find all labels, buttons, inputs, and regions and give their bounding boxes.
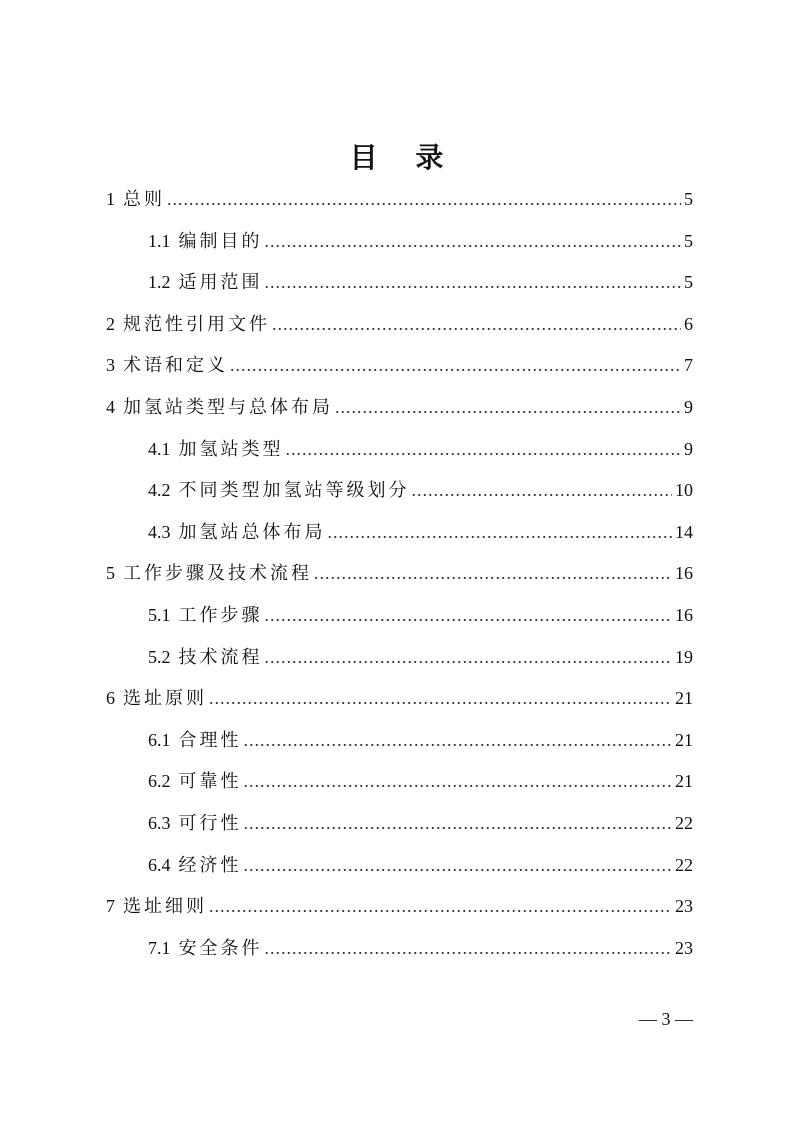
- toc-dot-leader: [244, 802, 673, 844]
- toc-entry-number: 5: [106, 563, 115, 584]
- toc-dot-leader: [412, 469, 673, 511]
- toc-entry-page: 21: [675, 771, 693, 792]
- toc-entry-number: 6.3: [148, 813, 171, 833]
- toc-entry-page: 16: [675, 605, 693, 625]
- toc-dot-leader: [265, 594, 673, 636]
- toc-entry[interactable]: [106, 885, 693, 927]
- page-title: 目 录: [349, 141, 458, 174]
- toc-entry-page: 9: [684, 397, 693, 417]
- toc-entry[interactable]: [148, 428, 693, 470]
- toc-dot-leader: [265, 220, 682, 262]
- toc-entry-title: 可靠性: [178, 771, 242, 793]
- toc-entry-page: 21: [675, 729, 693, 750]
- toc-entry-title: 规范性引用文件: [123, 313, 270, 335]
- toc-entry-title: 选址原则: [123, 688, 207, 710]
- toc-dot-leader: [265, 261, 682, 303]
- toc-dot-leader: [209, 677, 672, 719]
- toc-entry-number: 6.2: [148, 771, 171, 792]
- toc-entry[interactable]: [148, 844, 693, 886]
- toc-dot-leader: [167, 178, 681, 220]
- page-number: — 3 —: [639, 1009, 693, 1029]
- toc-entry-page: 23: [675, 896, 693, 917]
- toc-dot-leader: [244, 844, 673, 886]
- toc-entry-page: 23: [675, 937, 693, 958]
- toc-dot-leader: [230, 344, 681, 386]
- toc-entry-page: 6: [684, 313, 693, 334]
- toc-entry[interactable]: [148, 511, 693, 553]
- toc-entry[interactable]: [148, 469, 693, 511]
- toc-entry-number: 6.4: [148, 854, 171, 875]
- toc-entry-title: 工作步骤及技术流程: [123, 563, 312, 585]
- toc-entry-title: 术语和定义: [123, 355, 228, 377]
- toc-entry-page: 14: [675, 521, 693, 542]
- toc-entry-number: 4.1: [148, 438, 171, 459]
- toc-entry-page: 7: [684, 355, 693, 376]
- toc-entry-number: 4: [106, 397, 115, 417]
- toc-dot-leader: [286, 428, 682, 470]
- toc-entry-number: 6: [106, 688, 115, 709]
- toc-entry-title: 可行性: [178, 813, 242, 834]
- toc-entry-title: 编制目的: [178, 230, 263, 252]
- toc-entry-number: 4.3: [148, 521, 171, 542]
- toc-entry-title: 技术流程: [178, 646, 263, 668]
- toc-entry-number: 1: [106, 189, 115, 209]
- toc-entry-title: 不同类型加氢站等级划分: [178, 480, 410, 502]
- toc-entry[interactable]: [148, 594, 693, 636]
- toc-entry-number: 2: [106, 313, 115, 334]
- toc-dot-leader: [244, 760, 673, 802]
- toc-entry-page: 16: [675, 563, 693, 584]
- toc-entry-title: 经济性: [178, 854, 242, 876]
- toc-entry-title: 加氢站类型与总体布局: [123, 397, 333, 418]
- toc-entry-number: 1.1: [148, 230, 171, 251]
- toc-entry[interactable]: [106, 552, 693, 594]
- toc-entry-title: 总则: [123, 189, 165, 210]
- toc-entry[interactable]: [106, 303, 693, 345]
- toc-entry[interactable]: [106, 344, 693, 386]
- toc-entry-page: 9: [684, 438, 693, 459]
- toc-dot-leader: [265, 636, 673, 678]
- toc-dot-leader: [328, 511, 673, 553]
- toc-entry[interactable]: [148, 802, 693, 844]
- toc-entry[interactable]: [148, 636, 693, 678]
- toc-entry-page: 10: [675, 480, 693, 501]
- toc-entry-number: 5.1: [148, 605, 171, 625]
- toc-entry-page: 21: [675, 688, 693, 709]
- toc-entry-page: 5: [684, 189, 693, 209]
- toc-entry-title: 加氢站总体布局: [178, 521, 326, 543]
- toc-entry[interactable]: [106, 386, 693, 428]
- toc-entry-number: 1.2: [148, 272, 171, 293]
- toc-entry-title: 安全条件: [178, 937, 263, 959]
- toc-entry-page: 19: [675, 646, 693, 667]
- toc-entry-page: 5: [684, 230, 693, 251]
- toc-entry[interactable]: [148, 927, 693, 969]
- toc-entry-number: 3: [106, 355, 115, 376]
- toc-entry[interactable]: [148, 261, 693, 303]
- toc-entry-number: 6.1: [148, 729, 171, 750]
- toc-dot-leader: [314, 552, 672, 594]
- toc-entry-title: 工作步骤: [178, 605, 263, 626]
- toc-dot-leader: [244, 719, 673, 761]
- toc-entry-title: 加氢站类型: [178, 438, 284, 460]
- toc-entry-number: 7.1: [148, 937, 171, 958]
- toc-dot-leader: [335, 386, 681, 428]
- toc-dot-leader: [209, 885, 672, 927]
- toc-entry[interactable]: [148, 220, 693, 262]
- toc-entry-title: 合理性: [178, 729, 242, 751]
- toc-entry[interactable]: [148, 760, 693, 802]
- toc-entry[interactable]: [148, 719, 693, 761]
- toc-entry-page: 22: [675, 854, 693, 875]
- toc-entry[interactable]: [106, 677, 693, 719]
- toc-dot-leader: [272, 303, 681, 345]
- toc-entry-number: 5.2: [148, 646, 171, 667]
- toc-dot-leader: [265, 927, 673, 969]
- toc-entry-page: 5: [684, 272, 693, 293]
- toc-entry[interactable]: [106, 178, 693, 220]
- toc-entry-number: 4.2: [148, 480, 171, 501]
- toc-entry-number: 7: [106, 896, 115, 917]
- toc-entry-page: 22: [675, 813, 693, 833]
- toc-entry-title: 适用范围: [178, 272, 263, 294]
- toc-entry-title: 选址细则: [123, 896, 207, 918]
